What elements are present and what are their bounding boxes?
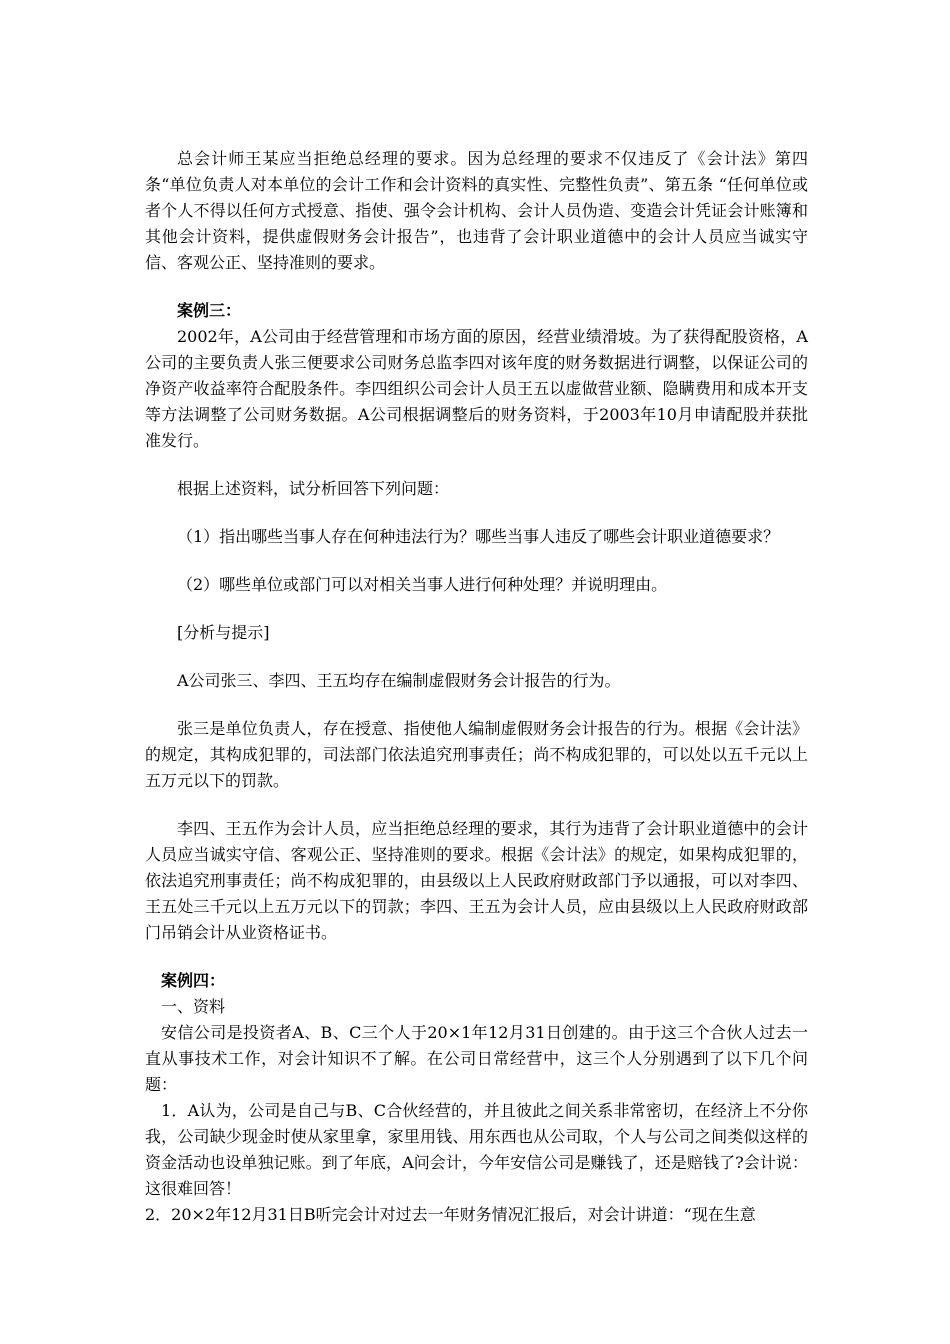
question-1: （1）指出哪些当事人存在何种违法行为？哪些当事人违反了哪些会计职业道德要求？ (177, 527, 780, 546)
case4-intro: 安信公司是投资者A、B、C三个人于20×1年12月31日创建的。由于这三个合伙人过去一直从事技术工作，对会计知识不了解。在公司日常经营中，这三个人分别遇到了以下几个问题： (145, 1023, 808, 1094)
case3-heading: 案例三： (177, 301, 242, 320)
document-page (145, 146, 808, 1228)
paragraph-conclusion: 总会计师王某应当拒绝总经理的要求。因为总经理的要求不仅违反了《会计法》第四条“单位负责人对本单位的会计工作和会计资料的真实性、完整性负责”、第五条 “任何单位或者个人不得以任何方式授意、指使、强令会计机构、会计人员伪造、变造会计凭证会计账簿和其他会计资料，提供虚假财务会计报告”，也违背了会计职业道德中的会计人员应当诚实守信、客观公正、坚持准则的要求。 (145, 149, 808, 272)
analysis-paragraph-1: A公司张三、李四、王五均存在编制虚假财务会计报告的行为。 (177, 671, 621, 690)
case3-body: 2002年，A公司由于经营管理和市场方面的原因，经营业绩滑坡。为了获得配股资格，A公司的主要负责人张三便要求公司财务总监李四对该年度的财务数据进行调整，以保证公司的净资产收益率符合配股条件。李四组织公司会计人员王五以虚做营业额、隐瞒费用和成本开支等方法调整了公司财务数据。A公司根据调整后的财务资料，于2003年10月申请配股并获批准发行。 (145, 327, 808, 450)
question-prompt: 根据上述资料，试分析回答下列问题： (177, 479, 450, 498)
case4-item-1: 1．A认为，公司是自己与B、C合伙经营的，并且彼此之间关系非常密切，在经济上不分你我，公司缺少现金时使从家里拿，家里用钱、用东西也从公司取，个人与公司之间类似这样的资金活动也设单独记账。到了年底，A问会计，今年安信公司是赚钱了，还是赔钱了?会计说：这很难回答！ (145, 1101, 808, 1198)
analysis-heading: [分析与提示] (177, 623, 270, 642)
analysis-paragraph-3: 李四、王五作为会计人员，应当拒绝总经理的要求，其行为违背了会计职业道德中的会计人员应当诚实守信、客观公正、坚持准则的要求。根据《会计法》的规定，如果构成犯罪的，依法追究刑事责任；尚不构成犯罪的，由县级以上人民政府财政部门予以通报，可以对李四、王五处三千元以上五万元以下的罚款；李四、王五为会计人员，应由县级以上人民政府财政部门吊销会计从业资格证书。 (145, 819, 808, 942)
case4-item-2: 2．20×2年12月31日B听完会计对过去一年财务情况汇报后，对会计讲道：“现在生意 (145, 1205, 756, 1224)
analysis-paragraph-2: 张三是单位负责人，存在授意、指使他人编制虚假财务会计报告的行为。根据《会计法》的规定，其构成犯罪的，司法部门依法追究刑事责任；尚不构成犯罪的，可以处以五千元以上五万元以下的罚款。 (145, 719, 808, 790)
case4-subheading: 一、资料 (161, 997, 226, 1016)
question-2: （2）哪些单位或部门可以对相关当事人进行何种处理？并说明理由。 (177, 575, 668, 594)
case4-heading: 案例四： (161, 971, 226, 990)
